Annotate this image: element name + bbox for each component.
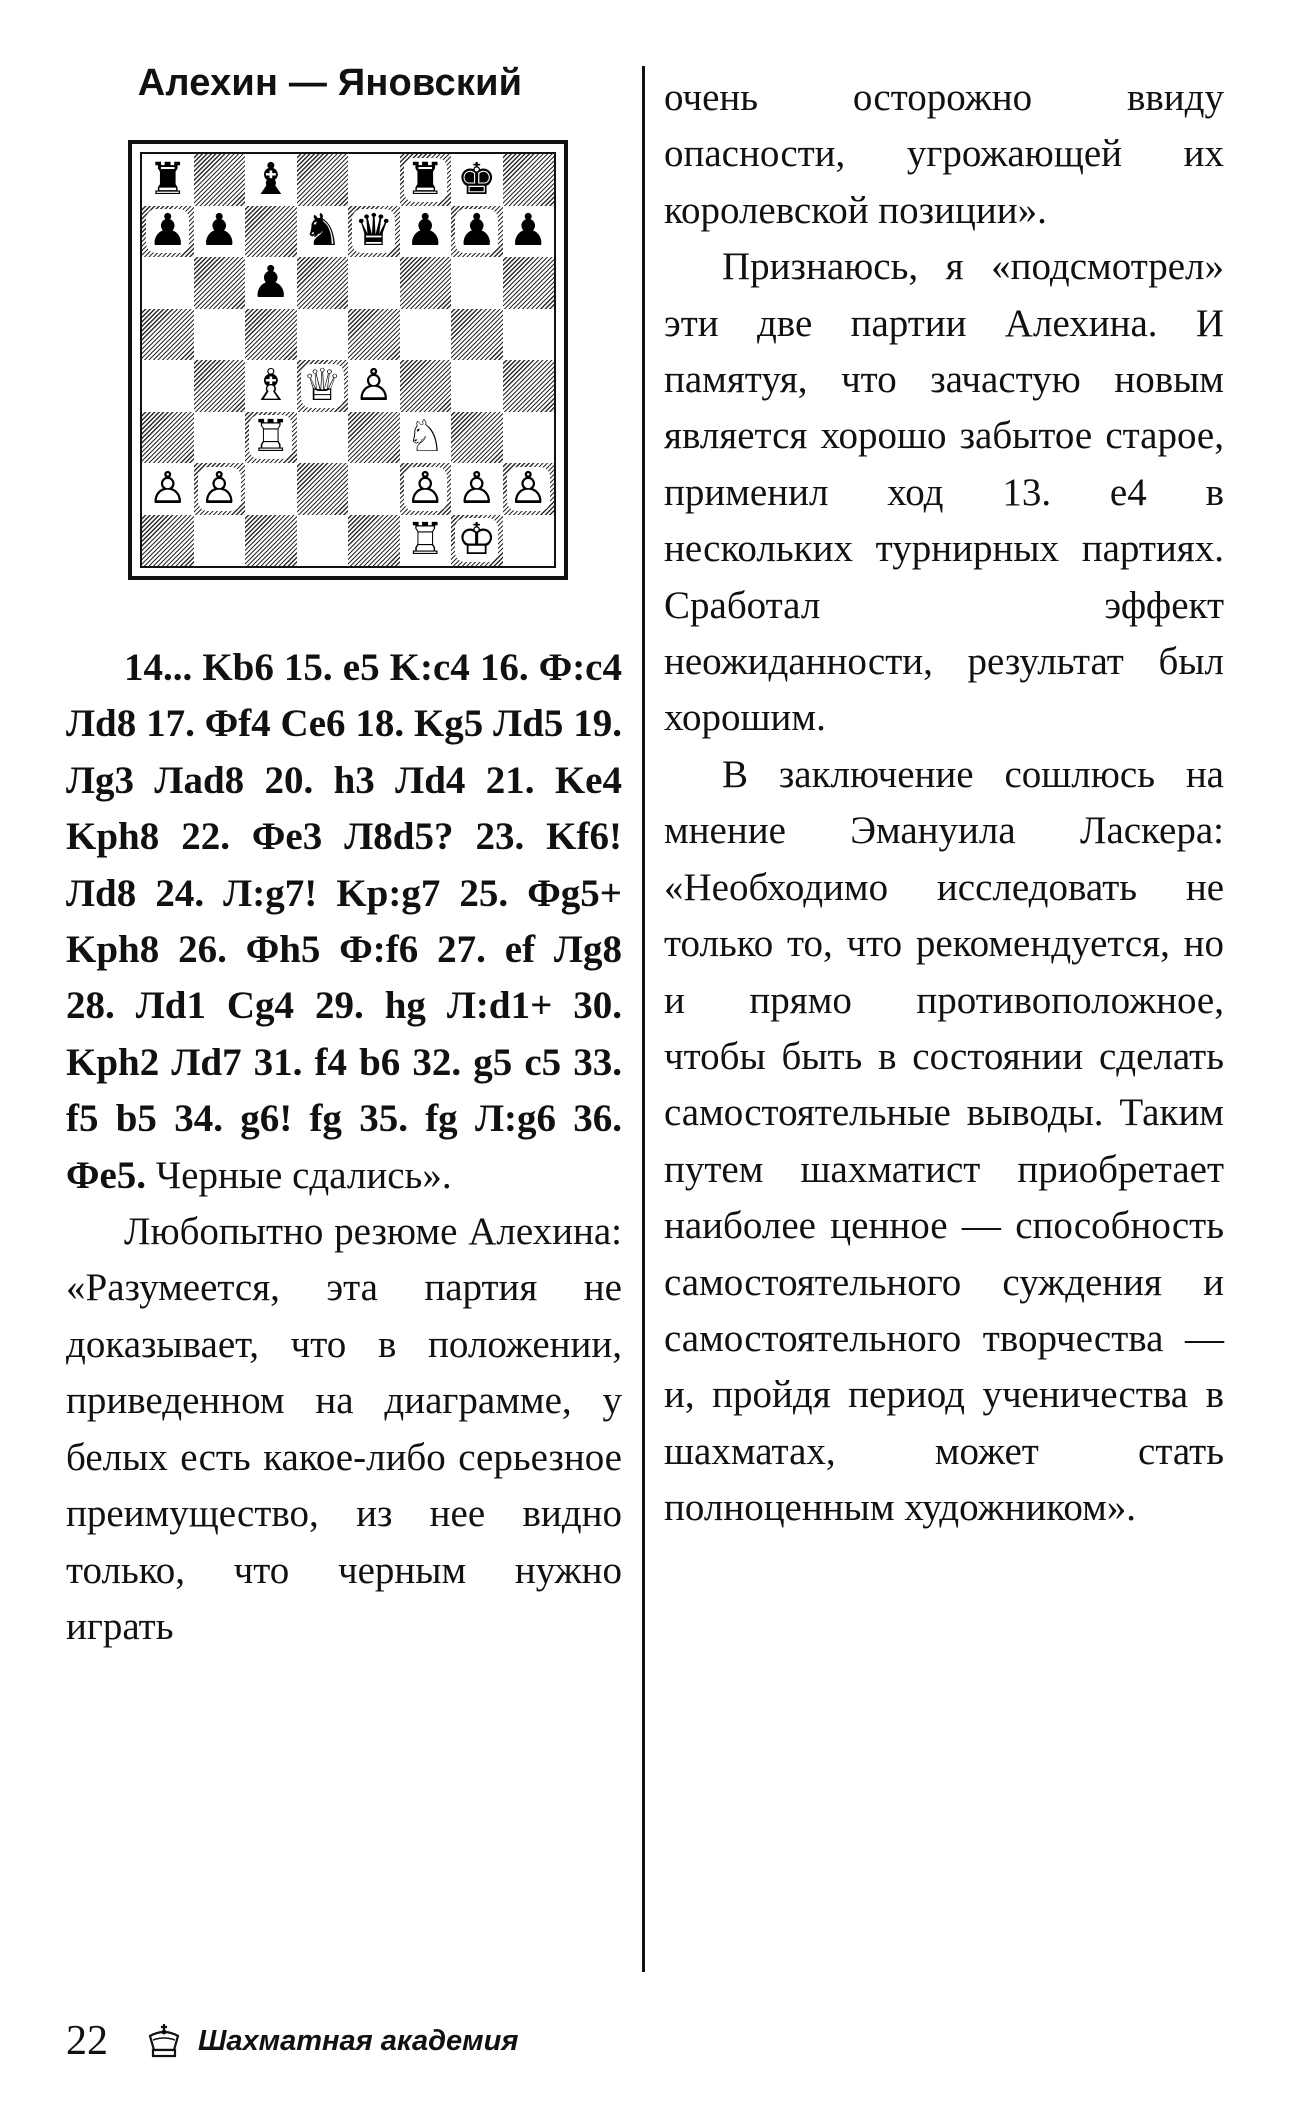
- square-g7: [451, 206, 503, 258]
- right-column: [664, 70, 1224, 1537]
- square-c8: [245, 154, 297, 206]
- chess-board: [140, 152, 556, 568]
- square-h2: [503, 463, 555, 515]
- chess-piece-c4: ♗: [251, 360, 291, 411]
- square-h1: [503, 515, 555, 567]
- chess-piece-g2: ♙: [457, 463, 497, 514]
- chess-piece-g7: ♟: [457, 205, 497, 257]
- square-h4: [503, 360, 555, 412]
- chess-piece-b7: ♟: [199, 205, 239, 257]
- square-f5: [400, 309, 452, 361]
- square-a4: [142, 360, 194, 412]
- chess-piece-e4: ♙: [354, 360, 394, 411]
- square-c4: [245, 360, 297, 412]
- paragraph-lasker-quote: В заключение сошлюсь на мнение Эмануила Ласкера: «Необходимо исследовать не только то, что рекомендуется, но и прямо противоположное, чтобы быть в состоянии сделать самостоятельные выводы. Таким путем шахматист приобретает наиболее ценное — способность самостоятельного суждения и самостоятельного творчества — и, пройдя период ученичества в шахматах, может стать полноценным художником».: [664, 752, 1224, 1530]
- chess-piece-c3: ♖: [251, 411, 291, 463]
- square-a3: [142, 412, 194, 464]
- square-f8: [400, 154, 452, 206]
- square-d6: [297, 257, 349, 309]
- square-g3: [451, 412, 503, 464]
- chess-piece-f3: ♘: [405, 411, 445, 463]
- square-a2: [142, 463, 194, 515]
- square-d7: [297, 206, 349, 258]
- square-b3: [194, 412, 246, 464]
- square-a1: [142, 515, 194, 567]
- chess-piece-f1: ♖: [405, 514, 445, 566]
- square-e4: [348, 360, 400, 412]
- square-c3: [245, 412, 297, 464]
- square-e5: [348, 309, 400, 361]
- square-c2: [245, 463, 297, 515]
- square-g8: [451, 154, 503, 206]
- square-b8: [194, 154, 246, 206]
- game-moves: [66, 640, 622, 1204]
- page-number: 22: [66, 2018, 108, 2064]
- square-a6: [142, 257, 194, 309]
- chess-piece-a2: ♙: [148, 463, 188, 514]
- square-d2: [297, 463, 349, 515]
- square-f6: [400, 257, 452, 309]
- square-h8: [503, 154, 555, 206]
- moves-result: Черные сдались».: [146, 1153, 452, 1197]
- square-g5: [451, 309, 503, 361]
- chess-piece-g1: ♔: [457, 514, 497, 566]
- diagram-caption: Алехин — Яновский: [137, 62, 523, 104]
- square-e1: [348, 515, 400, 567]
- square-b5: [194, 309, 246, 361]
- square-c7: [245, 206, 297, 258]
- chess-piece-h7: ♟: [508, 205, 548, 257]
- chess-piece-f2: ♙: [405, 463, 445, 514]
- chess-diagram: [128, 140, 568, 580]
- square-e2: [348, 463, 400, 515]
- square-f7: [400, 206, 452, 258]
- chess-piece-c8: ♝: [251, 154, 291, 205]
- square-c6: [245, 257, 297, 309]
- paragraph-continuation: очень осторожно ввиду опасности, угрожающей их королевской позиции».: [664, 76, 1224, 232]
- series-title: Шахматная академия: [198, 2024, 519, 2057]
- square-f4: [400, 360, 452, 412]
- square-b7: [194, 206, 246, 258]
- square-f3: [400, 412, 452, 464]
- square-b6: [194, 257, 246, 309]
- paragraph-alekhine-summary: Любопытно резюме Алехина: «Разумеется, эта партия не доказывает, что в положении, приведенном на диаграмме, у белых есть какое-либо серьезное преимущество, из нее видно только, что черным нужно играть: [66, 1210, 622, 1648]
- square-b4: [194, 360, 246, 412]
- square-d3: [297, 412, 349, 464]
- square-g1: [451, 515, 503, 567]
- chess-piece-f7: ♟: [405, 205, 445, 257]
- square-e8: [348, 154, 400, 206]
- square-d4: [297, 360, 349, 412]
- square-h6: [503, 257, 555, 309]
- paragraph-confession: Признаюсь, я «подсмотрел» эти две партии Алехина. И памятуя, что зачастую новым является хорошо забытое старое, применил ход 13. e4 в нескольких турнирных партиях. Сработал эффект неожиданности, результат был хорошим.: [664, 245, 1224, 740]
- chess-piece-a8: ♜: [148, 154, 188, 205]
- square-f2: [400, 463, 452, 515]
- chess-piece-d4: ♕: [302, 360, 342, 411]
- square-a8: [142, 154, 194, 206]
- square-d1: [297, 515, 349, 567]
- square-h5: [503, 309, 555, 361]
- chess-piece-c6: ♟: [251, 257, 291, 308]
- square-f1: [400, 515, 452, 567]
- chess-piece-e7: ♛: [354, 205, 394, 257]
- square-a7: [142, 206, 194, 258]
- square-c1: [245, 515, 297, 567]
- chess-piece-a7: ♟: [148, 205, 188, 257]
- page-footer: [66, 2016, 518, 2066]
- chess-piece-d7: ♞: [302, 205, 342, 257]
- square-d5: [297, 309, 349, 361]
- square-e7: [348, 206, 400, 258]
- column-divider: [642, 66, 645, 1972]
- square-d8: [297, 154, 349, 206]
- square-c5: [245, 309, 297, 361]
- chess-piece-b2: ♙: [199, 463, 239, 514]
- square-b1: [194, 515, 246, 567]
- chess-piece-g8: ♚: [457, 154, 497, 205]
- square-h3: [503, 412, 555, 464]
- left-column: [66, 640, 622, 1655]
- square-a5: [142, 309, 194, 361]
- square-e6: [348, 257, 400, 309]
- chess-piece-h2: ♙: [508, 463, 548, 514]
- chess-piece-f8: ♜: [405, 154, 445, 205]
- moves-notation: 14... Kb6 15. e5 K:c4 16. Ф:c4 Лd8 17. Фf4 Ce6 18. Kg5 Лd5 19. Лg3 Лad8 20. h3 Лd4 21. Ke4 Kph8 22. Фe3 Л8d5? 23. Kf6! Лd8 24. Л:g7! Kp:g7 25. Фg5+ Kph8 26. Фh5 Ф:f6 27. ef Лg8 28. Лd1 Cg4 29. hg Л:d1+ 30. Kph2 Лd7 31. f4 b6 32. g5 c5 33. f5 b5 34. g6! fg 35. fg Л:g6 36. Фe5.: [66, 646, 622, 1197]
- square-g4: [451, 360, 503, 412]
- square-b2: [194, 463, 246, 515]
- square-h7: [503, 206, 555, 258]
- square-e3: [348, 412, 400, 464]
- chess-king-crown-icon: [144, 2022, 184, 2060]
- square-g2: [451, 463, 503, 515]
- square-g6: [451, 257, 503, 309]
